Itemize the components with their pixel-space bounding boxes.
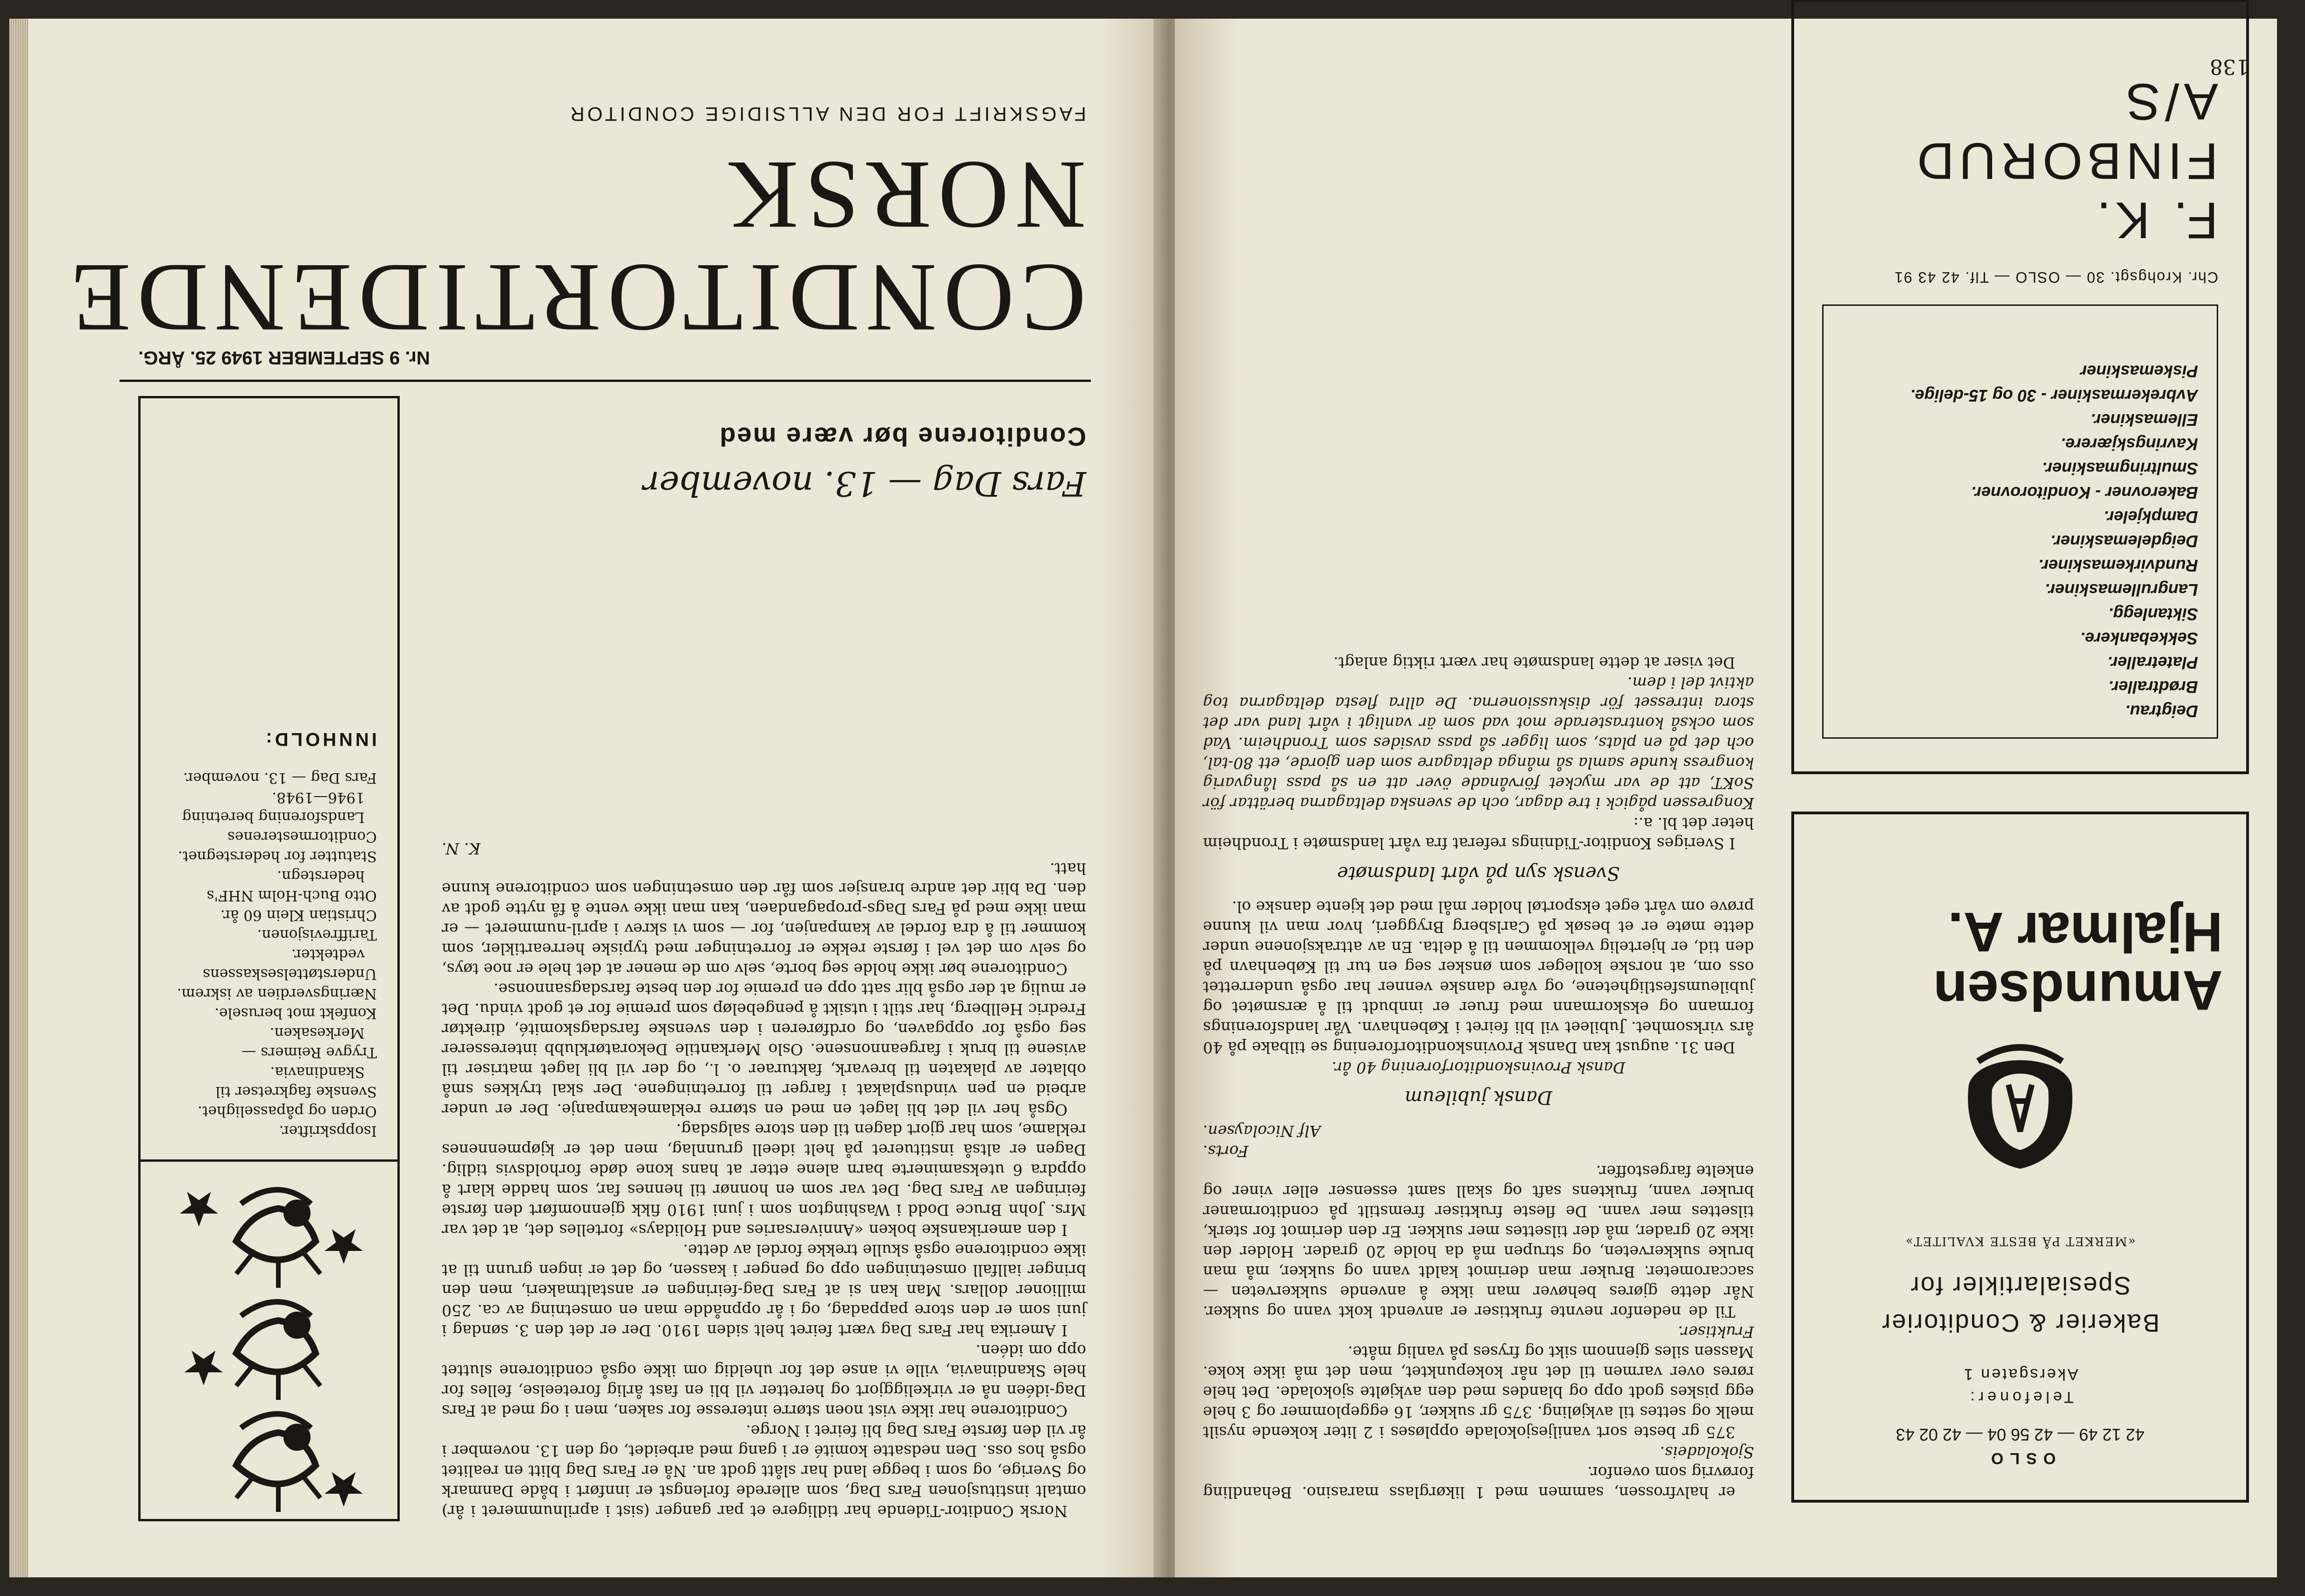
toc-item: Næringsverdien av iskrem.: [177, 985, 377, 1002]
landsmote-outro: Det viser at dette landsmøte har vært riktig anlagt.: [1333, 654, 1735, 672]
masthead-subtitle: FAGSKRIFT FOR DEN ALLSIDIGE CONDITOR: [567, 103, 1086, 125]
finborud-advertisement: [1791, 0, 2249, 774]
section-text: Til de nedenfor nevnte fruktiser er anvendt kokt vann og sukker. Når dette gjøres behøver man ikke å anvende sukkerveten — saccarometer. Bruker man derimot kaldt vann og sukker, må man bruke sukkerveten, og strupen må da holde 20 grader. Holder den ikke 20 grader, må der tilsettes mer sukker. Er den derimot for sterk, tilsettes mer vann. De fleste fruktiser fremstilt på conditormaner bruker vann, fruktens saft og skall samt essenser eller viner og enkelte fargestoffer.: [1203, 1162, 1754, 1321]
product-item: Bakerovner - Konditorovner.: [1971, 483, 2198, 502]
product-item: Langrullemaskiner.: [2044, 580, 2198, 600]
toc-item: Christian Klein 60 år.: [220, 907, 377, 924]
toc-item: Statutter for hederstegnet.: [178, 848, 377, 865]
product-item: Dampkjeler.: [2103, 508, 2198, 527]
page-number: 138: [2210, 55, 2249, 78]
left-page: [28, 19, 1166, 1577]
product-item: Kavringskjærere.: [2060, 435, 2198, 454]
landsmote-quote: Kongressen pågick i tre dagar, och de svenska deltagarna berättar för SoKT, att de var mycket förvånade över att en så pass långvarig kongress kunde samla så många deltagare som den gjorde, ett 80-tal, och det på en plats, som ligger så pass avsides som Trondheim. Vad som också kontrasterade mot vad som är vanligt i vårt land var det stora intresset för diskussionerna. De allra flesta deltagarna tog aktivt del i dem.: [1203, 674, 1754, 812]
bird-ornament-icon: [236, 1190, 320, 1288]
toc-item: Orden og påpasselighet.: [198, 1103, 377, 1120]
article-paragraph: I Amerika har Fars Dag vært feiret helt siden 1910. Der er det den 3. søndag i juni som er den store pappadag, og i år oppnådde man en omsetning av ca. 250 millioner dollars. Man kan si at Fars Dag-feiringen er anstaltmakeri, men den bringer iallfall omsetningen opp og penger i kassen, og det er ingen grunn til at ikke conditorene også skulle trekke fordel av dette.: [442, 1241, 1086, 1340]
hjalmar-name: [1817, 901, 2223, 1022]
hjalmar-advertisement: [1791, 812, 2249, 1503]
hjalmar-phone: 42 12 49 — 42 56 04 — 42 02 43: [1895, 1425, 2145, 1444]
right-page-body: [1203, 74, 1754, 1503]
hjalmar-name-line: Amundsen: [1933, 959, 2223, 1022]
article-paragraph: I den amerikanske boken «Anniversaries and Holidays» fortelles det, at det var Mrs. John Bruce Dodd i Washington som i juni 1910 fikk gjennomført den første feiringen av Fars Dag. Det var som en honnør til hennes far, som hadde klart å oppdra 6 uteksaminerte barn alene etter at hans kone døde forholdsvis tidlig. Dagen er altså institueret på helt ideell grunnlag, men det er kjøpmennenes reklame, som har gjort dagen til den store salgsdag.: [442, 1121, 1086, 1239]
product-item: Piskemaskiner: [2080, 362, 2198, 381]
author-signature: Alf Nicolaysen.: [1203, 1122, 1321, 1140]
article-body: [442, 517, 1086, 1521]
hjalmar-name-line: Hjalmar A.: [1947, 901, 2223, 963]
hjalmar-crest-logo: [1950, 1038, 2090, 1178]
forts-label: Forts.: [1203, 1142, 1249, 1160]
product-item: Smultringmaskiner.: [2042, 459, 2198, 478]
issue-info: Nr. 9 SEPTEMBER 1949 25. ÅRG.: [138, 347, 430, 368]
masthead-title-line: CONDITORTIDENDE: [64, 244, 1086, 352]
landsmote-heading: Svensk syn på vårt landsmøte: [1337, 862, 1620, 884]
masthead-subtitle-row: [199, 103, 1086, 125]
star-icon: [329, 1233, 359, 1260]
product-item: Deigdelemaskiner.: [2050, 532, 2198, 551]
star-icon: [189, 1354, 219, 1381]
section-heading: Sjokoladeis.: [1660, 1443, 1754, 1462]
jubileum-heading: Dansk jubileum: [1405, 1087, 1552, 1108]
jubileum-text: Den 31. august kan Dansk Provinskonditorforening se tilbake på 40 års virksomhet. Jubileet vil bli feiret i København. Vår landsforenings formann og ekskormann med fruer er innbudt til å ærsmøtet og jubileumsfestlighetene, og våre danske venner har også underrettet oss om, at norske kolleger som ønsker seg en tur til København på den tid, er hjertelig velkommen til å delta. En av attraksjonene under dette møte er et besøk på Carlsberg Bryggeri, hvor man vil kunne prøve om vårt eget eksportøl holder mål med det kjente danske ol.: [1203, 898, 1754, 1057]
article-paragraph: Conditorene har ikke vist noen større interesse for saken, men i og med at Fars Dag-idéen nå er virkeliggjort og heretter vil bli en fast årlig foreteelse, felles for hele Skandinavia, ville vi anse det for uheldig om ikke også conditorene sluttet opp om idéen.: [442, 1342, 1086, 1420]
article-paragraph: Også her vil det bli laget en med en større reklamekampanje. Der er under arbeid en pen vindusplakat i farger til forretningene. Der skal trykkes små oblater av plakaten til brevark, fakturaer o. l., og der vil bli laget matriser til avisene til bruk i fargeannonsene. Oslo Merkantile Dekoratørklubb interesserer seg også for oppgaven, og ordføreren i den svenske farsdagskomité, direktør Fredric Hellberg, har stilt i utsikt å pengebeløp som premie for et godt vindu. Det er mulig at der også blir satt opp en premie for den beste farsdagsannonse.: [442, 980, 1086, 1119]
bird-ornament-illustration: [171, 1166, 372, 1521]
toc-item: Tariffrevisjonen.: [257, 926, 377, 943]
hjalmar-description-line: Spesialartikler for: [1909, 1271, 2131, 1299]
section-text: 375 gr beste sort vaniljesjokolade oppløses i 2 liter kokende nysilt melk og settes til avkjøling. 375 gr sukker, 16 eggeplommer og 3 hele egg piskes godt opp og blandes med den avkjølte sjokolade. Det hele røres over varmen til det når kokepunktet, men det må ikke koke. Massen siles gjennom sikt og fryses på vanlig måte.: [1203, 1343, 1754, 1441]
star-icon: [184, 1195, 214, 1222]
product-item: Deigtrau.: [2125, 702, 2198, 721]
continuation-text: er halvfrossen, sammen med 1 likørglass marasino. Behandling forøvrig som ovenfor.: [1203, 1463, 1754, 1502]
toc-item: Fars Dag — 13. november.: [183, 770, 377, 786]
toc-item: Svenske fagkretser til Skandinavia.: [215, 1064, 377, 1100]
toc-item: Understøttelseskassens vedtekter.: [203, 946, 377, 982]
article-title: Fars Dag — 13. november: [643, 464, 1086, 503]
landsmote-intro: I Sveriges Konditor-Tidnings referat fra vårt landsmøte i Trondheim heter det bl. a.:: [1203, 814, 1754, 853]
table-of-contents: [138, 396, 400, 1162]
finborud-address: Chr. Krohgsgt. 30 — OSLO — Tlf. 42 43 91: [1894, 269, 2218, 286]
toc-list: [161, 768, 377, 1141]
finborud-product-list: [1822, 304, 2218, 739]
hjalmar-description-line: Bakerier & Conditorier: [1881, 1309, 2160, 1337]
product-item: Platetraller.: [2107, 653, 2198, 672]
masthead-rule: [120, 380, 1091, 382]
article-subtitle: Conditorene bør være med: [718, 422, 1086, 452]
section-heading: Fruktiser.: [1678, 1323, 1754, 1341]
bird-ornament-icon: [236, 1302, 320, 1400]
toc-heading: INNHOLD:: [263, 729, 377, 749]
article-signature: K. N.: [442, 840, 481, 858]
hjalmar-description: [1817, 1267, 2223, 1342]
bird-ornament-icon: [236, 1414, 320, 1512]
finborud-name: F. K. FINBORUD A/S: [1912, 73, 2218, 249]
right-page: [1175, 19, 2277, 1577]
toc-item: Isoppskrifter.: [279, 1123, 377, 1139]
star-icon: [329, 1476, 359, 1503]
product-item: Brødtraller.: [2108, 678, 2198, 697]
product-item: Ellemaskiner.: [2090, 410, 2198, 430]
product-item: Rundvirkemaskiner.: [2038, 556, 2198, 575]
masthead-title: [64, 141, 1086, 352]
jubileum-subheading: Dansk Provinskonditorforening 40 år.: [1331, 1059, 1626, 1077]
toc-item: Otto Buch-Holm NHF's hederstegn.: [206, 868, 377, 904]
toc-item: Conditormesterenes Landsforening beretning 1946—1948.: [182, 789, 377, 845]
masthead-title-line: NORSK: [721, 141, 1086, 249]
article-paragraph: Norsk Conditor-Tidende har tidligere et par ganger (sist i aprilnummeret i år) omtalt institusjonen Fars Dag, som allerede forlengst er innført i både Danmark og Sverige, og som i begge land har slått godt an. Nå er Fars Dag blitt en realitet også hos oss. Den nedsatte komité er i gang med arbeidet, og den 13. november i år vil den første Fars Dag bli feiret i Norge.: [442, 1422, 1086, 1520]
hjalmar-motto: «MERKET PÅ BESTE KVALITET»: [1904, 1234, 2136, 1248]
product-item: Siktanlegg.: [2108, 605, 2198, 624]
toc-item: Trygve Reimers — Merkesaken.: [241, 1024, 377, 1061]
hjalmar-city: OSLO: [1984, 1449, 2056, 1467]
article-paragraph: Conditorene bør ikke holde seg borte, selv om de mener at det hele er noe tøys, og selv om det vel i første rekke er forretninger med typiske herreartikler, som kommer til å dra fordel av kampanjen, for — som vi skrev i april-nummeret — er man ikke med på Fars Dags-propagandaen, kan man ikke vente å få nytte godt av den. Da blir det andre bransjer som får den omsetningen som conditorene kunne hatt.: [442, 860, 1086, 978]
product-item: Sekkebankere.: [2080, 629, 2198, 648]
product-item: Avbrekermaskiner - 30 og 15-delige.: [1910, 386, 2198, 405]
toc-item: Konfekt mot berusele.: [214, 1005, 377, 1022]
hjalmar-address: Akersgaten 1: [1962, 1365, 2079, 1383]
hjalmar-phone-label: Telefoner:: [1966, 1388, 2074, 1406]
